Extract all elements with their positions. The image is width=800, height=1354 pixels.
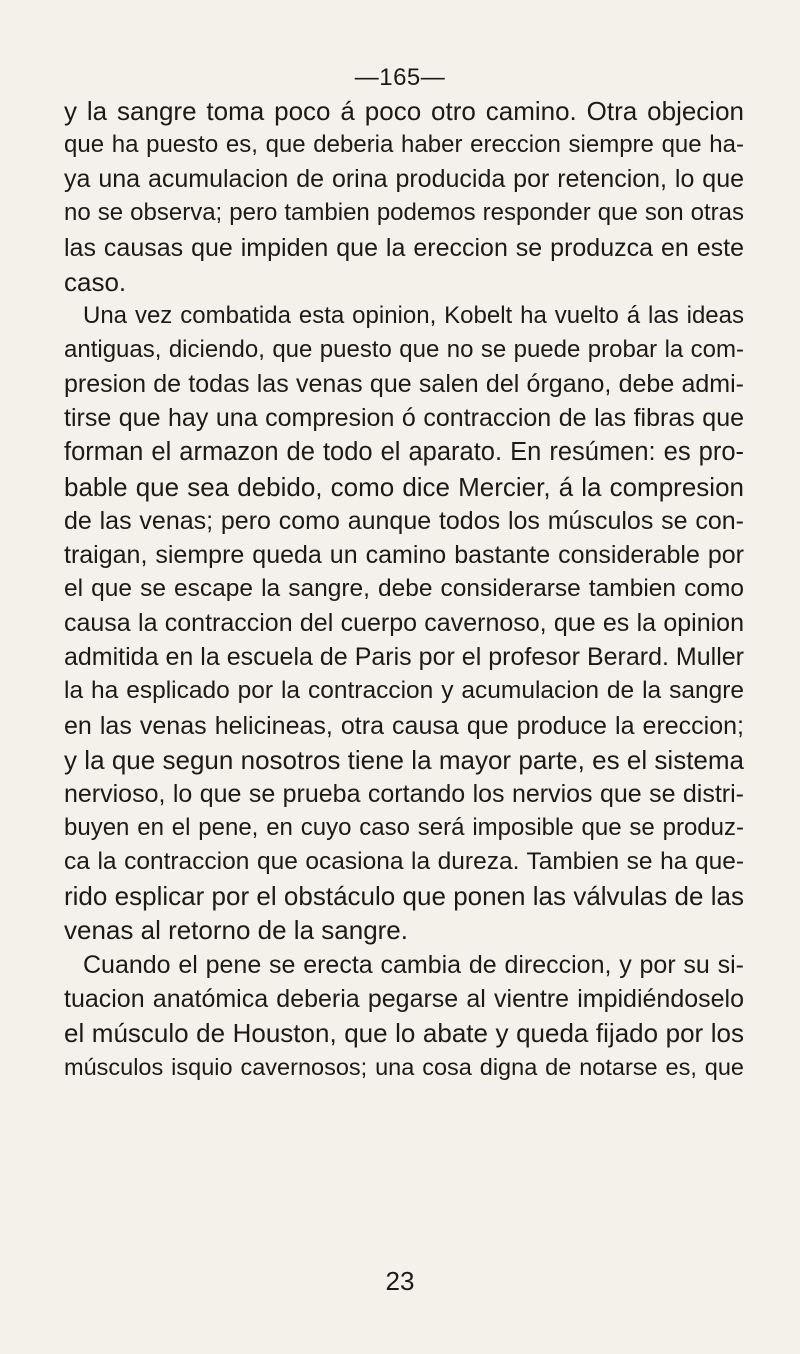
text-line: ya una acumulacion de orina producida por retencion, lo que	[64, 165, 744, 194]
text-line: tuacion anatómica deberia pegarse al vientre impidiéndoselo	[64, 984, 744, 1013]
text-line: antiguas, diciendo, que puesto que no se puede probar la com-	[64, 335, 744, 363]
text-line: y la sangre toma poco á poco otro camino. Otra objecion	[64, 96, 744, 126]
text-line: y la que segun nosotros tiene la mayor parte, es el sistema	[64, 744, 744, 775]
text-line: venas al retorno de la sangre.	[64, 915, 408, 946]
text-line: las causas que impiden que la ereccion se produzca en este	[64, 233, 744, 262]
text-line: traigan, siempre queda un camino bastante considerable por	[64, 540, 744, 569]
text-line: nervioso, lo que se prueba cortando los nervios que se distri-	[64, 779, 744, 808]
text-line: ca la contraccion que ocasiona la dureza. Tambien se ha que-	[64, 848, 744, 876]
page-number: —165—	[354, 64, 446, 91]
text-line: caso.	[64, 266, 127, 297]
text-line: no se observa; pero tambien podemos responder que son otras	[64, 199, 744, 227]
text-line: bable que sea debido, como dice Mercier, á la compresion	[64, 471, 744, 502]
signature-mark: 23	[385, 1266, 415, 1296]
text-line: que ha puesto es, que deberia haber ereccion siempre que ha-	[64, 131, 744, 159]
text-line: músculos isquio cavernosos; una cosa digna de notarse es, que	[64, 1053, 744, 1080]
text-line: la ha esplicado por la contraccion y acumulacion de la sangre	[64, 677, 744, 705]
text-line: tirse que hay una compresion ó contraccion de las fibras que	[64, 404, 744, 433]
body-text	[64, 94, 744, 1084]
text-line: rido esplicar por el obstáculo que ponen las válvulas de las	[64, 881, 744, 912]
text-line: de las venas; pero como aunque todos los músculos se con-	[64, 506, 744, 535]
text-line: Cuando el pene se erecta cambia de direccion, y por su si-	[83, 950, 744, 979]
text-line: en las venas helicineas, otra causa que produce la ereccion;	[64, 711, 744, 740]
text-line: el que se escape la sangre, debe considerarse tambien como	[64, 574, 744, 602]
text-line: Una vez combatida esta opinion, Kobelt ha vuelto á las ideas	[83, 301, 744, 329]
text-line: causa la contraccion del cuerpo cavernoso, que es la opinion	[64, 609, 744, 638]
text-line: forman el armazon de todo el aparato. En resúmen: es pro-	[64, 438, 744, 467]
text-line: presion de todas las venas que salen del órgano, debe admi-	[64, 370, 744, 399]
text-line: admitida en la escuela de Paris por el profesor Berard. Muller	[64, 643, 744, 672]
text-line: el músculo de Houston, que lo abate y queda fijado por los	[64, 1017, 744, 1048]
text-line: buyen en el pene, en cuyo caso será imposible que se produz-	[64, 813, 744, 841]
